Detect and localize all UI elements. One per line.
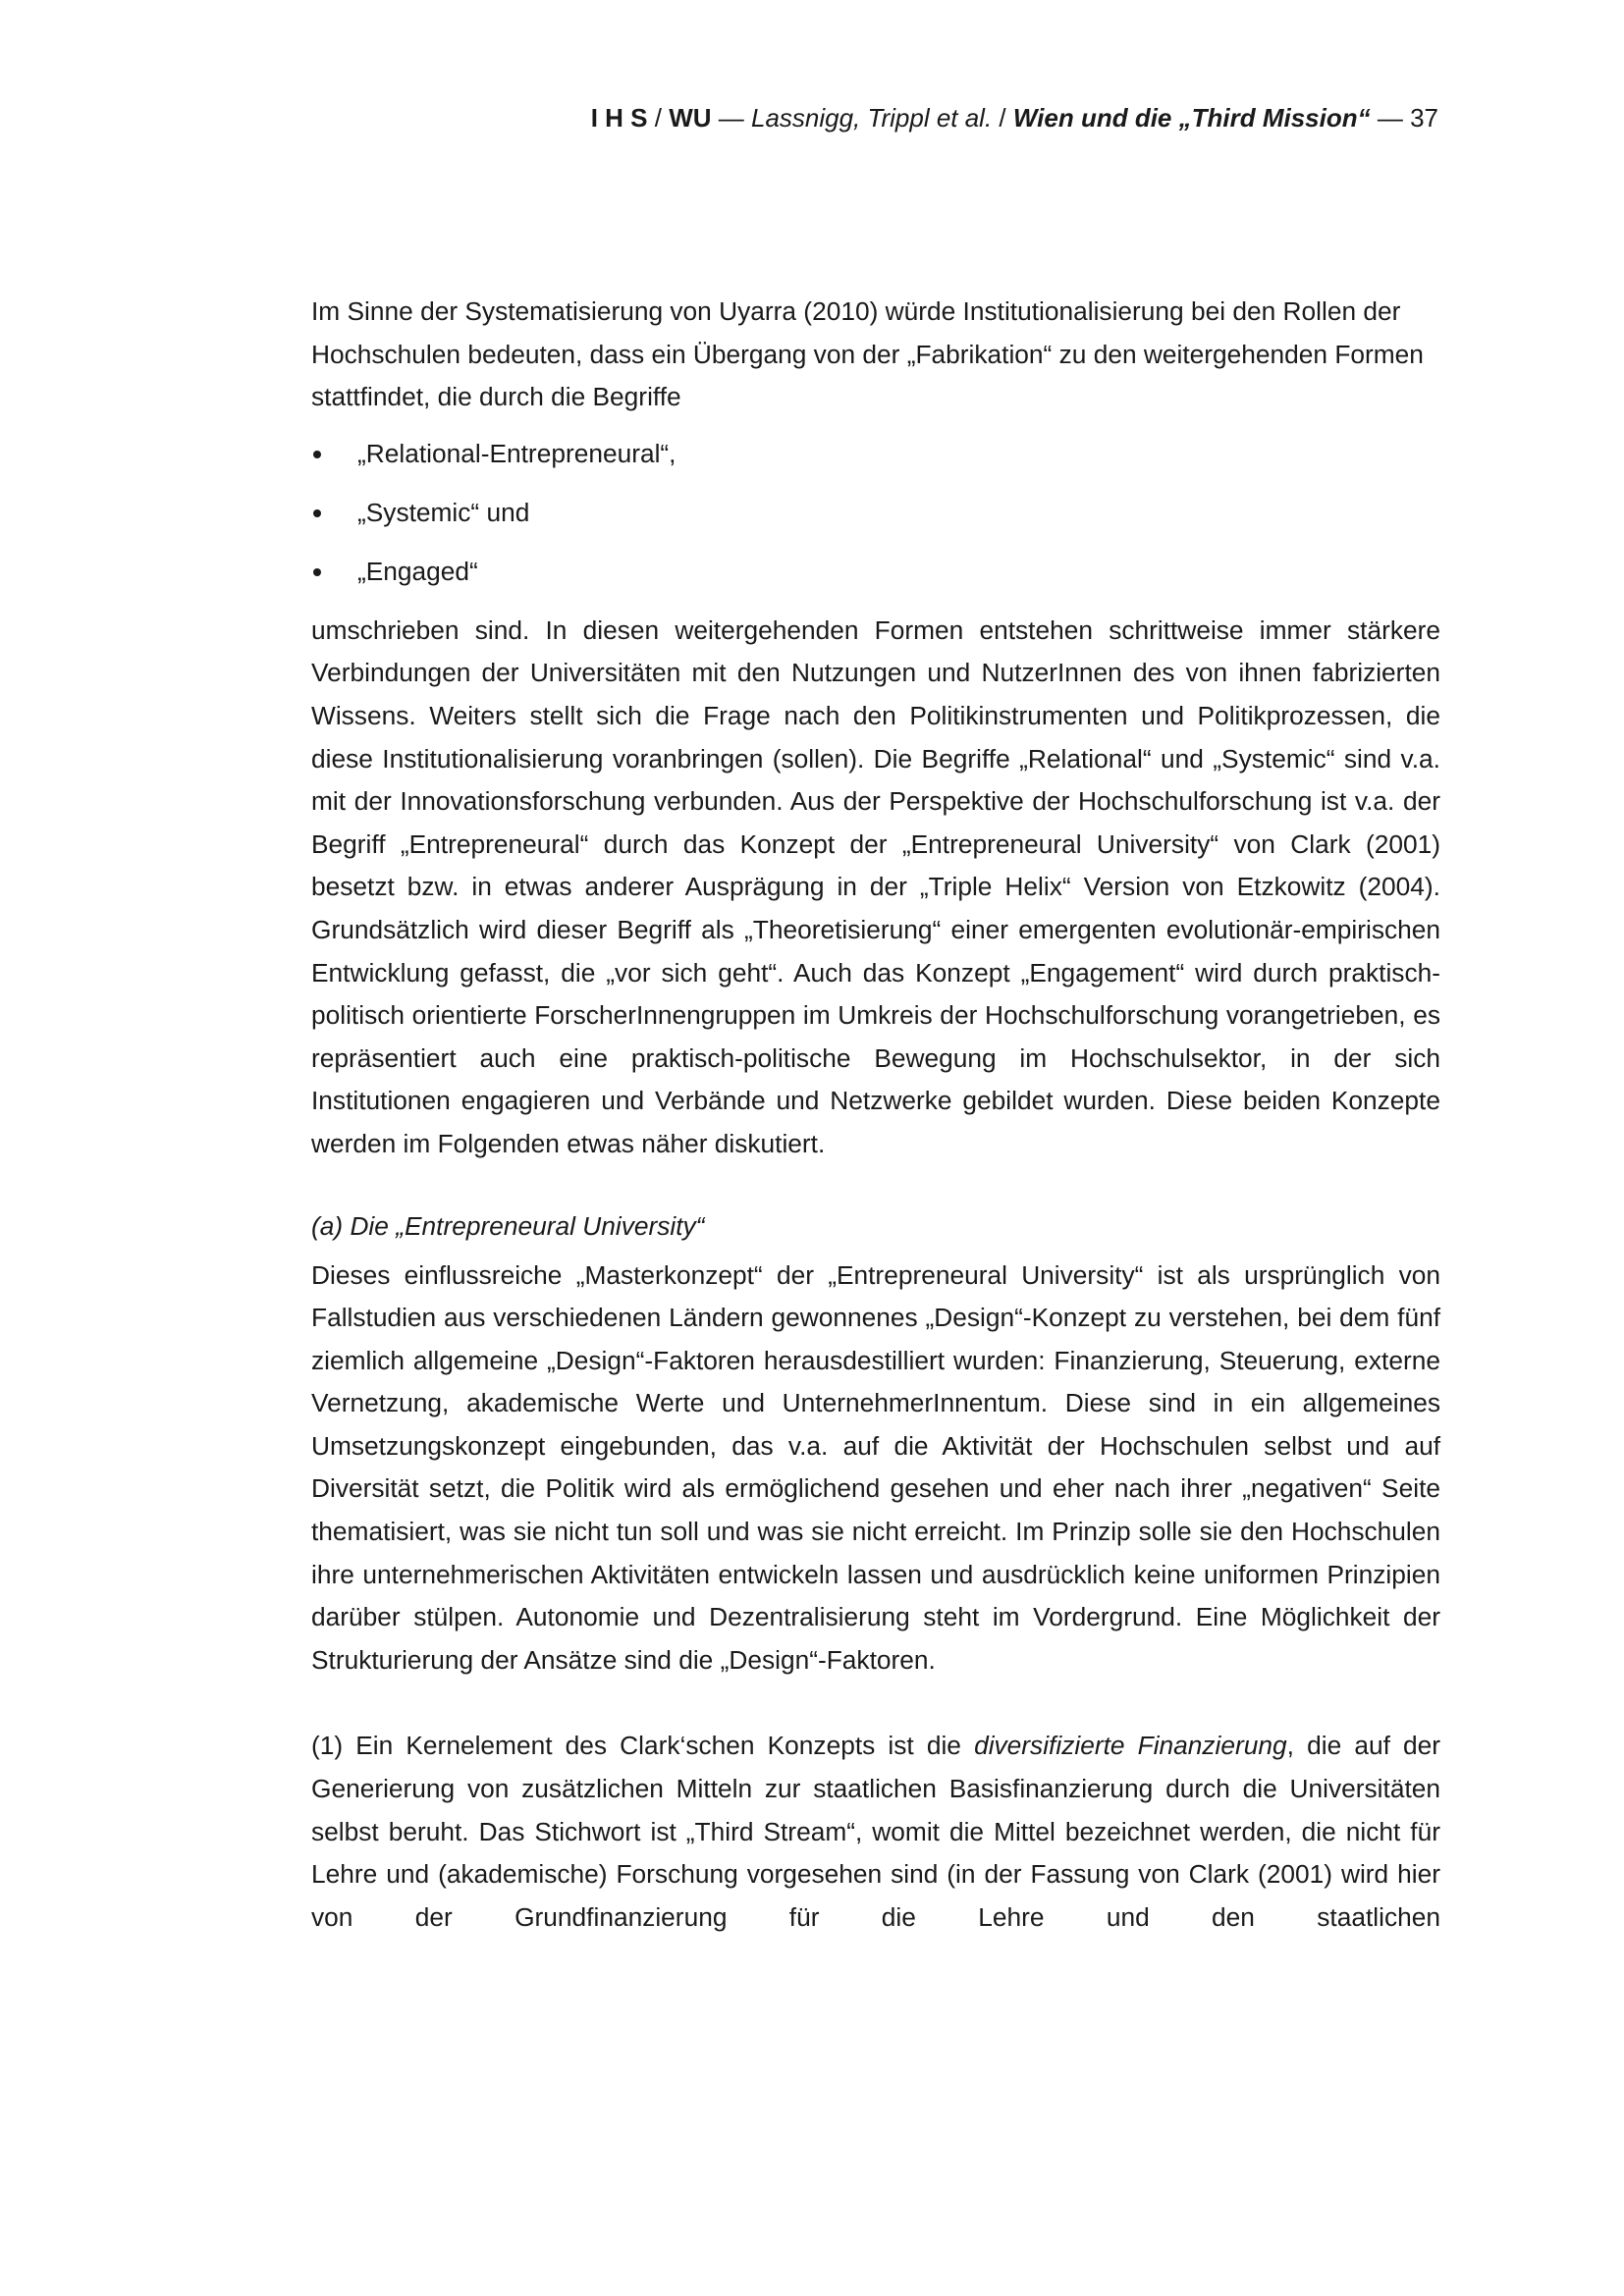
point-1-emphasis: diversifizierte Finanzierung [974, 1731, 1287, 1761]
page-number: 37 [1410, 103, 1438, 133]
body-paragraph: umschrieben sind. In diesen weitergehenden Formen entstehen schrittweise immer stärkere Verbindungen der Universitäten mit den Nutzungen und NutzerInnen des von ihnen fabrizierten Wissens. Weiters stellt sich die Frage nach den Politikinstrumenten und Politikprozessen, die diese Institutionalisierung voranbringen (sollen). Die Begriffe „Relational“ und „Systemic“ sind v.a. mit der Innovationsforschung verbunden. Aus der Perspektive der Hochschulforschung ist v.a. der Begriff „Entrepreneural“ durch das Konzept der „Entrepreneural University“ von Clark (2001) besetzt bzw. in etwas anderer Ausprägung in der „Triple Helix“ Version von Etzkowitz (2004). Grundsätzlich wird dieser Begriff als „Theoretisierung“ einer emergenten evolutionär-empirischen Entwicklung gefasst, die „vor sich geht“. Auch das Konzept „Engagement“ wird durch praktisch-politisch orientierte ForscherInnengruppen im Umkreis der Hochschulforschung vorangetrieben, es repräsentiert auch eine praktisch-politische Bewegung im Hochschulsektor, in der sich Institutionen engagieren und Verbände und Netzwerke gebildet wurden. Diese beiden Konzepte werden im Folgenden etwas näher diskutiert. [311, 614, 1440, 1158]
page-body [311, 291, 1440, 1939]
header-separator: — [711, 103, 751, 133]
header-wu: WU [669, 103, 712, 133]
section-heading: (a) Die „Entrepreneural University“ [311, 1210, 705, 1241]
point-1-rest: , die auf der Generierung von zusätzlichen Mitteln zur staatlichen Basisfinanzierung durch die Universitäten selbst beruht. Das Stichwort ist „Third Stream“, womit die Mittel bezeichnet werden, die nicht für Lehre und (akademische) Forschung vorgesehen sind (in der Fassung von Clark (2001) wird hier von der Grundfinanzierung für die Lehre und den staatlichen [311, 1731, 1441, 1932]
bullet-item: „Engaged“ [311, 551, 1440, 610]
bullet-item: „Relational-Entrepreneural“, [311, 433, 1440, 492]
point-1-paragraph [311, 1725, 1440, 1939]
running-header [591, 98, 1438, 137]
header-separator: / [647, 103, 670, 133]
intro-paragraph: Im Sinne der Systematisierung von Uyarra (2010) würde Institutionalisierung bei den Rollen der Hochschulen bedeuten, dass ein Übergang von der „Fabrikation“ zu den weitergehenden Formen stattfindet, die durch die Begriffe [311, 296, 1424, 412]
bullet-item: „Systemic“ und [311, 492, 1440, 551]
point-1-start: (1) Ein Kernelement des Clark‘schen Konzepts ist die [311, 1731, 975, 1761]
header-title: Wien und die „Third Mission“ [1012, 103, 1371, 133]
section-paragraph: Dieses einflussreiche „Masterkonzept“ der „Entrepreneural University“ ist als ursprünglich von Fallstudien aus verschiedenen Ländern gewonnenes „Design“-Konzept zu verstehen, bei dem fünf ziemlich allgemeine „Design“-Faktoren herausdestilliert wurden: Finanzierung, Steuerung, externe Vernetzung, akademische Werte und UnternehmerInnentum. Diese sind in ein allgemeines Umsetzungskonzept eingebunden, das v.a. auf die Aktivität der Hochschulen selbst und auf Diversität setzt, die Politik wird als ermöglichend gesehen und eher nach ihrer „negativen“ Seite thematisiert, was sie nicht tun soll und was sie nicht erreicht. Im Prinzip solle sie den Hochschulen ihre unternehmerischen Aktivitäten entwickeln lassen und ausdrücklich keine uniformen Prinzipien darüber stülpen. Autonomie und Dezentralisierung steht im Vordergrund. Eine Möglichkeit der Strukturierung der Ansätze sind die „Design“-Faktoren. [311, 1259, 1440, 1675]
header-separator: / [992, 103, 1013, 133]
header-ihs: I H S [590, 103, 648, 133]
bullet-list [311, 433, 1440, 610]
header-authors: Lassnigg, Trippl et al. [750, 103, 993, 133]
header-separator: — [1370, 103, 1411, 133]
